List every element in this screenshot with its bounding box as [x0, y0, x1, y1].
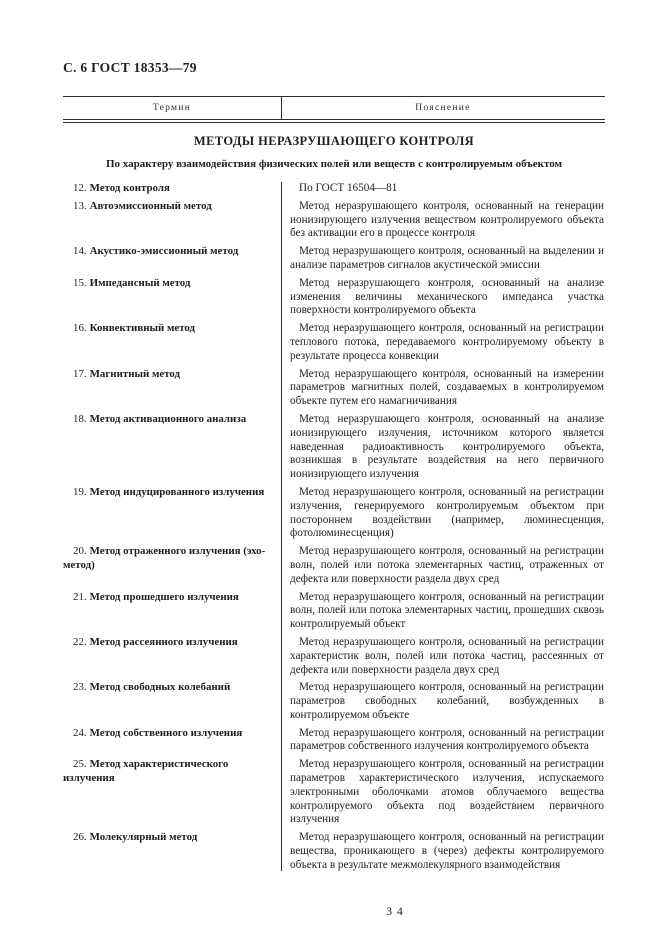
table-row [63, 182, 605, 196]
explanation-cell: Метод неразрушающего контроля, основанный на регистрации параметров свободных колебаний, возбужденных в контролируемом объекте [290, 681, 604, 721]
explanation-cell: Метод неразрушающего контроля, основанный на регистрации вещества, проникающего в (через) дефекты контролируемого объекта в результате межмолекулярного взаимодействия [290, 831, 604, 871]
term-number: 20. [73, 545, 87, 558]
term-number: 13. [73, 199, 87, 212]
table-row [63, 727, 605, 755]
term-text: Метод контроля [89, 182, 170, 194]
explanation-cell: Метод неразрушающего контроля, основанный на генерации ионизирующего излучения веществом контролируемого объекта без активации его в процессе контроля [290, 199, 604, 240]
term-text: Метод характеристического излучения [63, 758, 229, 785]
term-text: Конвективный метод [89, 322, 196, 335]
term-number: 18. [73, 412, 87, 425]
page-content [63, 60, 605, 918]
term-text: Метод прошедшего излучения [89, 590, 239, 603]
term-cell [63, 200, 281, 241]
explanation-cell: По ГОСТ 16504—81 [299, 182, 398, 194]
explanation-cell: Метод неразрушающего контроля, основанный на регистрации теплового потока, передаваемого контролируемому объекту в результате процесса конвекции [290, 322, 604, 362]
section-subtitle: По характеру взаимодействия физических полей или веществ с контролируемым объектом [105, 158, 563, 170]
term-cell [63, 591, 281, 632]
term-number: 17. [73, 367, 87, 380]
column-divider [281, 97, 282, 119]
term-cell [63, 486, 281, 541]
term-text: Метод собственного излучения [89, 726, 243, 739]
table-body [63, 182, 605, 873]
table-column-headers [63, 96, 605, 120]
table-row [63, 545, 605, 586]
explanation-cell: Метод неразрушающего контроля, основанный на регистрации параметров характеристического излучения, испускаемого электронными оболочками атомов облучаемого вещества контролируемого объекта под воздействием первичного излучения [290, 758, 604, 826]
term-cell [63, 413, 281, 482]
section-title: МЕТОДЫ НЕРАЗРУШАЮЩЕГО КОНТРОЛЯ [193, 134, 475, 148]
term-cell [63, 831, 281, 872]
term-cell [63, 182, 281, 196]
page-header: С. 6 ГОСТ 18353—79 [63, 60, 197, 75]
term-text: Метод отраженного излучения (эхо-метод) [63, 545, 266, 571]
explanation-cell: Метод неразрушающего контроля, основанный на измерении параметров магнитных полей, создаваемых в контролируемом объекте путем его намагничивания [290, 367, 604, 408]
term-cell [63, 758, 281, 827]
term-text: Акустико-эмиссионный метод [89, 245, 239, 258]
table-row [63, 368, 605, 409]
table-row [63, 831, 605, 872]
table-row [63, 245, 605, 273]
table-row [63, 200, 605, 241]
term-number: 21. [73, 590, 87, 603]
term-text: Метод активационного анализа [89, 412, 247, 425]
explanation-cell: Метод неразрушающего контроля, основанный на анализе изменения величины механического импеданса участка поверхности контролируемого объекта [290, 276, 604, 317]
page-number: 34 [386, 906, 408, 918]
term-number: 25. [73, 758, 87, 771]
explanation-cell: Метод неразрушающего контроля, основанный на регистрации излучения, генерируемого контролируемым объектом при постороннем воздействии (например, люминесценция, фотолюминесценция) [290, 485, 604, 540]
table-row [63, 413, 605, 482]
explanation-cell: Метод неразрушающего контроля, основанный на выделении и анализе параметров сигналов акустической эмиссии [290, 245, 604, 271]
table-row [63, 277, 605, 318]
term-text: Метод рассеянного излучения [89, 635, 238, 648]
explanation-cell: Метод неразрушающего контроля, основанный на регистрации параметров собственного излучения контролируемого объекта [290, 726, 604, 753]
explanation-cell: Метод неразрушающего контроля, основанный на регистрации характеристик волн, полей или потока частиц, рассеянных от дефекта или поверхности раздела двух сред [290, 635, 604, 676]
term-cell [63, 681, 281, 722]
table-row [63, 591, 605, 632]
column-header-explanation: Пояснение [415, 103, 471, 113]
table-row [63, 486, 605, 541]
term-cell [63, 636, 281, 677]
term-cell [63, 277, 281, 318]
table-row [63, 322, 605, 363]
term-text: Метод свободных колебаний [89, 681, 231, 694]
term-cell [63, 245, 281, 273]
term-text: Магнитный метод [89, 367, 181, 380]
column-divider [281, 182, 282, 871]
term-number: 16. [73, 322, 87, 335]
term-text: Импедансный метод [89, 276, 191, 289]
term-number: 19. [73, 485, 87, 498]
term-cell [63, 368, 281, 409]
explanation-cell: Метод неразрушающего контроля, основанный на регистрации волн, полей или потока элементарных частиц, отраженных от дефекта или поверхности раздела двух сред [290, 545, 604, 585]
term-number: 22. [73, 635, 87, 648]
term-number: 23. [73, 681, 87, 694]
term-text: Молекулярный метод [89, 831, 198, 844]
term-number: 24. [73, 726, 87, 739]
table-row [63, 636, 605, 677]
table-header-double-rule [63, 120, 605, 123]
explanation-cell: Метод неразрушающего контроля, основанный на регистрации волн, полей или потока элементарных частиц, прошедших сквозь контролируемый объект [290, 590, 604, 631]
term-number: 12. [73, 182, 87, 194]
explanation-cell: Метод неразрушающего контроля, основанный на анализе ионизирующего излучения, источником которого является наведенная радиоактивность контролируемого объекта, возникшая в результате воздействия на него первичного ионизирующего излучения [290, 412, 604, 481]
term-number: 15. [73, 276, 87, 289]
term-cell [63, 322, 281, 363]
table-row [63, 681, 605, 722]
term-number: 14. [73, 245, 87, 258]
term-text: Метод индуцированного излучения [89, 485, 265, 498]
table-row [63, 758, 605, 827]
term-cell [63, 545, 281, 586]
term-number: 26. [73, 831, 87, 844]
term-cell [63, 727, 281, 755]
term-text: Автоэмиссионный метод [89, 199, 212, 212]
column-header-term: Термин [152, 103, 192, 113]
